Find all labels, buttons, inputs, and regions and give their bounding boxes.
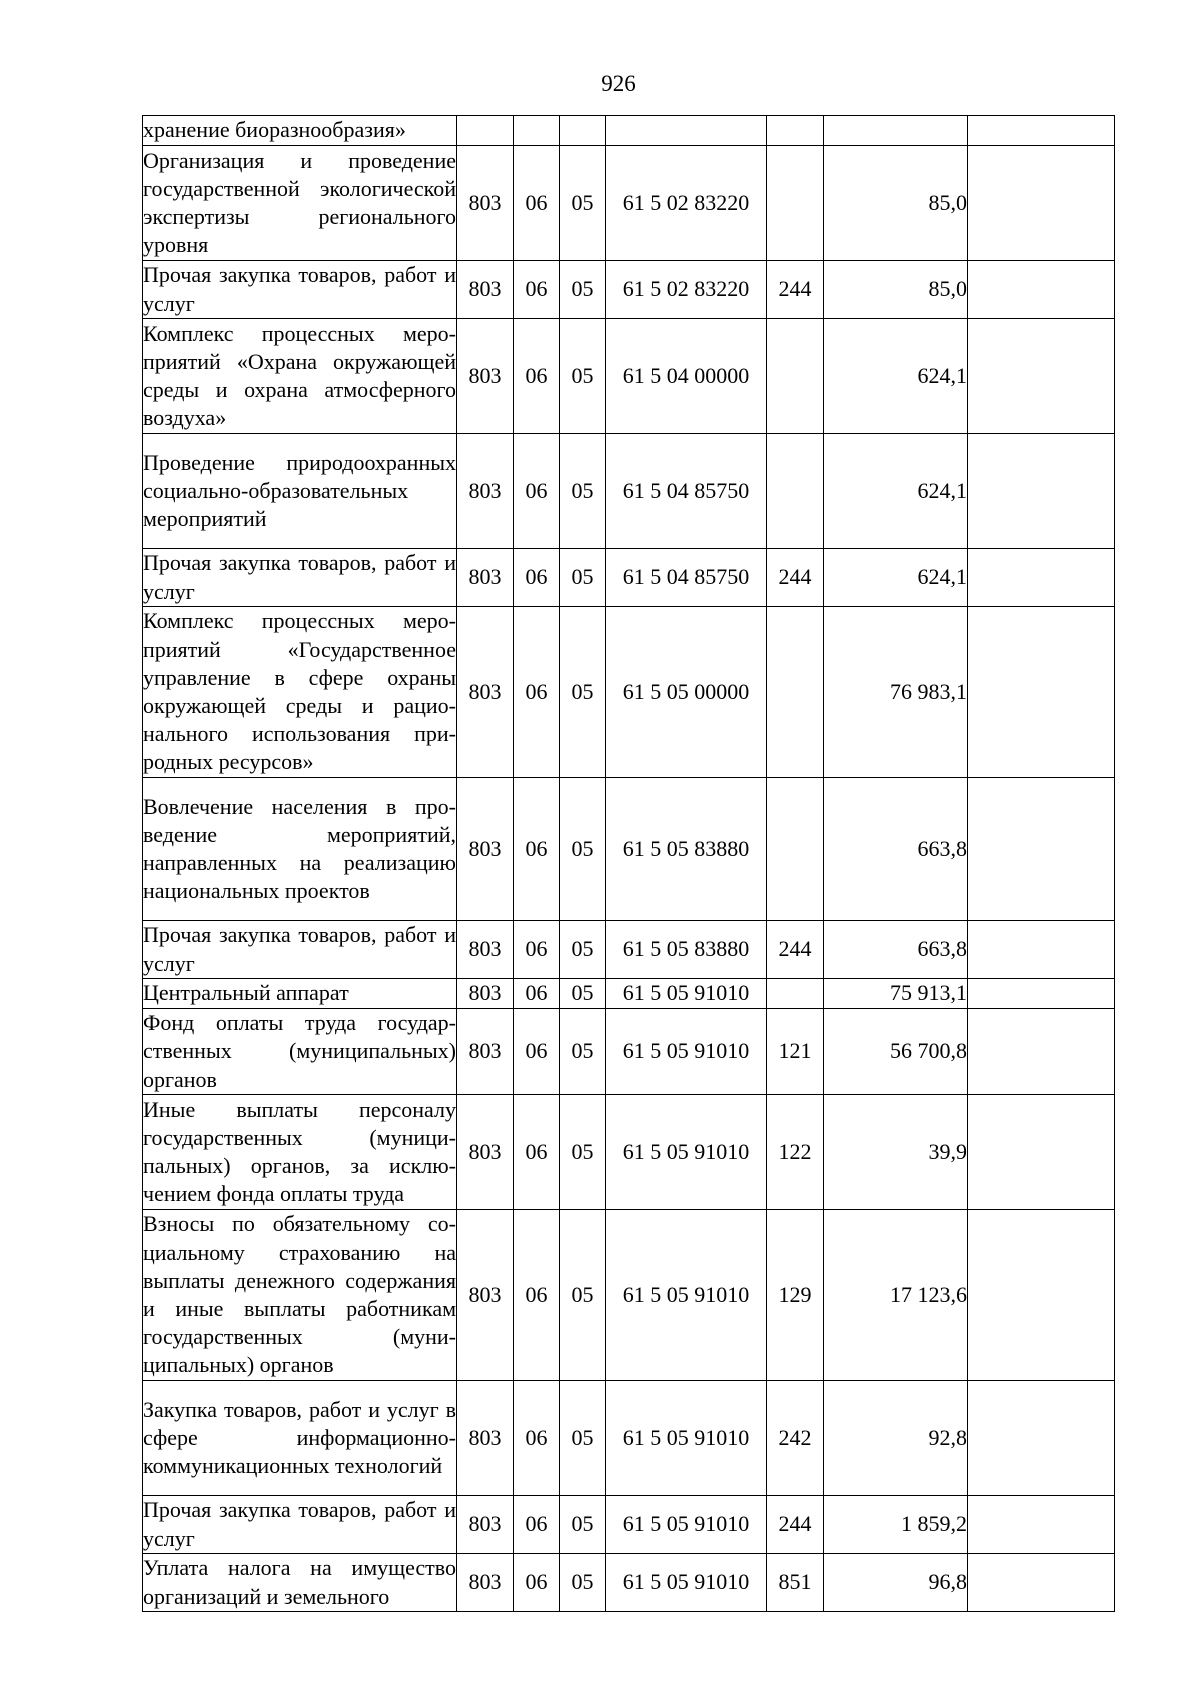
item-name-cell: Вовлечение населения в проведение мероприятий, направленных на реализацию национальных проектов [143, 778, 457, 921]
item-name-cell: Фонд оплаты труда государственных (муниципальных) органов [143, 1009, 457, 1095]
table-row [143, 1095, 1115, 1210]
amount-cell: 624,1 [824, 319, 968, 434]
extra-amount-cell [968, 778, 1115, 921]
extra-amount-cell [968, 1381, 1115, 1496]
subsection-code-cell: 05 [560, 1009, 606, 1095]
amount-cell: 624,1 [824, 434, 968, 549]
subsection-code-cell: 05 [560, 1496, 606, 1554]
item-name-cell: Проведение природоохранных социально-образовательных мероприятий [143, 434, 457, 549]
section-code-cell: 06 [514, 1009, 560, 1095]
subsection-code-cell: 05 [560, 1095, 606, 1210]
amount-cell: 39,9 [824, 1095, 968, 1210]
subsection-code-cell: 05 [560, 261, 606, 319]
amount-cell: 92,8 [824, 1381, 968, 1496]
amount-cell: 624,1 [824, 549, 968, 607]
table-row [143, 979, 1115, 1009]
department-code-cell: 803 [457, 1381, 514, 1496]
subsection-code-cell: 05 [560, 778, 606, 921]
table-row [143, 921, 1115, 979]
section-code-cell: 06 [514, 921, 560, 979]
expense-type-code-cell [767, 979, 824, 1009]
extra-amount-cell [968, 1095, 1115, 1210]
target-article-code-cell: 61 5 04 85750 [606, 549, 767, 607]
table-row [143, 1009, 1115, 1095]
expense-type-code-cell: 242 [767, 1381, 824, 1496]
department-code-cell: 803 [457, 1210, 514, 1381]
item-name-cell: Центральный аппарат [143, 979, 457, 1009]
amount-cell: 663,8 [824, 778, 968, 921]
extra-amount-cell [968, 1554, 1115, 1612]
target-article-code-cell: 61 5 05 91010 [606, 1210, 767, 1381]
expense-type-code-cell: 244 [767, 261, 824, 319]
section-code-cell: 06 [514, 778, 560, 921]
table-row [143, 1496, 1115, 1554]
target-article-code-cell: 61 5 02 83220 [606, 261, 767, 319]
target-article-code-cell: 61 5 05 91010 [606, 1095, 767, 1210]
subsection-code-cell: 05 [560, 979, 606, 1009]
target-article-code-cell: 61 5 05 91010 [606, 1381, 767, 1496]
table-body [143, 116, 1115, 1612]
amount-cell: 96,8 [824, 1554, 968, 1612]
section-code-cell [514, 116, 560, 146]
subsection-code-cell: 05 [560, 1554, 606, 1612]
extra-amount-cell [968, 116, 1115, 146]
subsection-code-cell: 05 [560, 146, 606, 261]
expense-type-code-cell [767, 434, 824, 549]
item-name-cell: Прочая закупка товаров, работ и услуг [143, 549, 457, 607]
item-name-cell: Иные выплаты персоналу государственных (муниципальных) органов, за исключением фонда оплаты труда [143, 1095, 457, 1210]
subsection-code-cell: 05 [560, 1210, 606, 1381]
expense-type-code-cell: 244 [767, 921, 824, 979]
section-code-cell: 06 [514, 979, 560, 1009]
target-article-code-cell: 61 5 05 91010 [606, 1009, 767, 1095]
expense-type-code-cell [767, 116, 824, 146]
table-row [143, 261, 1115, 319]
section-code-cell: 06 [514, 607, 560, 778]
department-code-cell: 803 [457, 1095, 514, 1210]
subsection-code-cell: 05 [560, 549, 606, 607]
item-name-cell: Взносы по обязательному социальному страхованию на выплаты денежного содержания и иные выплаты работникам государственных (муниципальных) органов [143, 1210, 457, 1381]
subsection-code-cell [560, 116, 606, 146]
target-article-code-cell: 61 5 05 91010 [606, 1496, 767, 1554]
section-code-cell: 06 [514, 1554, 560, 1612]
amount-cell: 76 983,1 [824, 607, 968, 778]
item-name-cell: Прочая закупка товаров, работ и услуг [143, 1496, 457, 1554]
target-article-code-cell: 61 5 05 83880 [606, 778, 767, 921]
extra-amount-cell [968, 434, 1115, 549]
target-article-code-cell: 61 5 05 91010 [606, 1554, 767, 1612]
section-code-cell: 06 [514, 1095, 560, 1210]
expense-type-code-cell [767, 778, 824, 921]
amount-cell: 663,8 [824, 921, 968, 979]
extra-amount-cell [968, 921, 1115, 979]
budget-table [142, 115, 1115, 1612]
expense-type-code-cell [767, 607, 824, 778]
item-name-cell: хранение биоразнообразия» [143, 116, 457, 146]
department-code-cell: 803 [457, 549, 514, 607]
target-article-code-cell: 61 5 05 00000 [606, 607, 767, 778]
item-name-cell: Прочая закупка товаров, работ и услуг [143, 921, 457, 979]
table-row [143, 607, 1115, 778]
extra-amount-cell [968, 146, 1115, 261]
target-article-code-cell: 61 5 04 85750 [606, 434, 767, 549]
section-code-cell: 06 [514, 319, 560, 434]
department-code-cell: 803 [457, 921, 514, 979]
expense-type-code-cell: 121 [767, 1009, 824, 1095]
department-code-cell: 803 [457, 319, 514, 434]
extra-amount-cell [968, 979, 1115, 1009]
target-article-code-cell: 61 5 05 91010 [606, 979, 767, 1009]
target-article-code-cell: 61 5 04 00000 [606, 319, 767, 434]
table-row [143, 1554, 1115, 1612]
expense-type-code-cell: 244 [767, 549, 824, 607]
table-row [143, 116, 1115, 146]
amount-cell: 56 700,8 [824, 1009, 968, 1095]
subsection-code-cell: 05 [560, 921, 606, 979]
table-row [143, 434, 1115, 549]
expense-type-code-cell [767, 319, 824, 434]
expense-type-code-cell: 851 [767, 1554, 824, 1612]
amount-cell: 85,0 [824, 146, 968, 261]
page-number: 926 [601, 71, 636, 96]
amount-cell: 75 913,1 [824, 979, 968, 1009]
expense-type-code-cell [767, 146, 824, 261]
extra-amount-cell [968, 607, 1115, 778]
section-code-cell: 06 [514, 1210, 560, 1381]
department-code-cell: 803 [457, 979, 514, 1009]
department-code-cell: 803 [457, 261, 514, 319]
extra-amount-cell [968, 261, 1115, 319]
department-code-cell: 803 [457, 1554, 514, 1612]
expense-type-code-cell: 122 [767, 1095, 824, 1210]
target-article-code-cell: 61 5 02 83220 [606, 146, 767, 261]
table-row [143, 778, 1115, 921]
section-code-cell: 06 [514, 1381, 560, 1496]
amount-cell: 85,0 [824, 261, 968, 319]
department-code-cell [457, 116, 514, 146]
item-name-cell: Комплекс процессных мероприятий «Охрана окружающей среды и охрана атмосферного воздуха» [143, 319, 457, 434]
item-name-cell: Закупка товаров, работ и услуг в сфере информационно-коммуникационных технологий [143, 1381, 457, 1496]
section-code-cell: 06 [514, 434, 560, 549]
extra-amount-cell [968, 549, 1115, 607]
table-row [143, 146, 1115, 261]
department-code-cell: 803 [457, 607, 514, 778]
amount-cell: 1 859,2 [824, 1496, 968, 1554]
section-code-cell: 06 [514, 261, 560, 319]
item-name-cell: Прочая закупка товаров, работ и услуг [143, 261, 457, 319]
target-article-code-cell: 61 5 05 83880 [606, 921, 767, 979]
item-name-cell: Комплекс процессных мероприятий «Государственное управление в сфере охраны окружающей среды и рационального использования природных ресурсов» [143, 607, 457, 778]
subsection-code-cell: 05 [560, 607, 606, 778]
extra-amount-cell [968, 1210, 1115, 1381]
subsection-code-cell: 05 [560, 434, 606, 549]
table-row [143, 1210, 1115, 1381]
department-code-cell: 803 [457, 146, 514, 261]
section-code-cell: 06 [514, 146, 560, 261]
item-name-cell: Организация и проведение государственной экологической экспертизы регионального уровня [143, 146, 457, 261]
subsection-code-cell: 05 [560, 319, 606, 434]
target-article-code-cell [606, 116, 767, 146]
department-code-cell: 803 [457, 778, 514, 921]
extra-amount-cell [968, 1009, 1115, 1095]
expense-type-code-cell: 244 [767, 1496, 824, 1554]
amount-cell: 17 123,6 [824, 1210, 968, 1381]
amount-cell [824, 116, 968, 146]
table-row [143, 549, 1115, 607]
expense-type-code-cell: 129 [767, 1210, 824, 1381]
table-row [143, 319, 1115, 434]
section-code-cell: 06 [514, 1496, 560, 1554]
department-code-cell: 803 [457, 1496, 514, 1554]
extra-amount-cell [968, 1496, 1115, 1554]
item-name-cell: Уплата налога на имущество организаций и земельного [143, 1554, 457, 1612]
department-code-cell: 803 [457, 1009, 514, 1095]
section-code-cell: 06 [514, 549, 560, 607]
table-row [143, 1381, 1115, 1496]
department-code-cell: 803 [457, 434, 514, 549]
extra-amount-cell [968, 319, 1115, 434]
subsection-code-cell: 05 [560, 1381, 606, 1496]
